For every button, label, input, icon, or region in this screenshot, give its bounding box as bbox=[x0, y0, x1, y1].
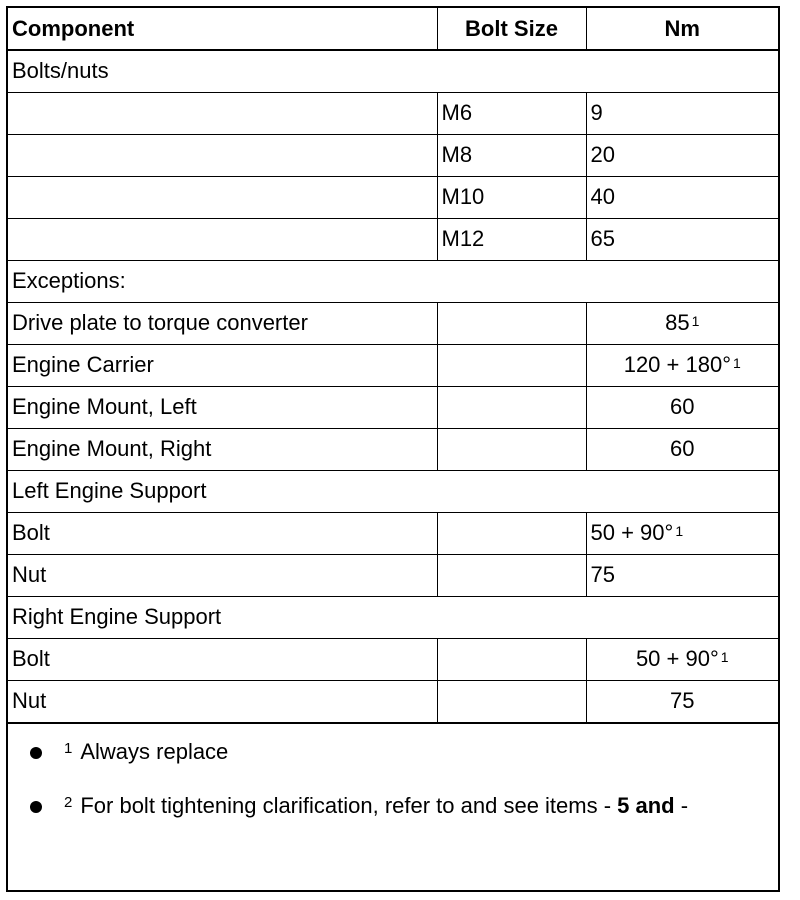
footnote-marker: 1 bbox=[733, 355, 741, 371]
component-cell: Engine Mount, Right bbox=[8, 428, 437, 470]
section-row-exceptions bbox=[8, 260, 778, 302]
footnote-marker: 1 bbox=[691, 313, 700, 329]
table-row bbox=[8, 428, 778, 470]
nm-cell: 20 bbox=[586, 134, 778, 176]
bullet-icon bbox=[30, 801, 42, 813]
component-cell: Nut bbox=[8, 680, 437, 722]
table-row bbox=[8, 344, 778, 386]
table-row bbox=[8, 92, 778, 134]
bolt-size-cell: M10 bbox=[437, 176, 586, 218]
component-cell: Engine Carrier bbox=[8, 344, 437, 386]
footnote-item bbox=[8, 792, 778, 820]
footnote-number: 2 bbox=[64, 793, 73, 811]
nm-value: 50 + 90° bbox=[590, 520, 674, 545]
section-row-left-engine-support bbox=[8, 470, 778, 512]
table-row bbox=[8, 134, 778, 176]
footnote-number: 1 bbox=[64, 739, 73, 757]
footnote-trailing: - bbox=[674, 792, 689, 818]
footnote-marker: 1 bbox=[675, 523, 684, 539]
component-cell bbox=[8, 134, 437, 176]
bolt-size-cell bbox=[437, 302, 586, 344]
nm-cell bbox=[586, 638, 778, 680]
torque-spec-table bbox=[8, 8, 778, 723]
section-bolts-nuts: Bolts/nuts bbox=[8, 50, 778, 92]
nm-cell: 60 bbox=[586, 386, 778, 428]
nm-cell: 65 bbox=[586, 218, 778, 260]
bolt-size-cell: M6 bbox=[437, 92, 586, 134]
nm-cell bbox=[586, 344, 778, 386]
bolt-size-cell bbox=[437, 554, 586, 596]
nm-cell: 75 bbox=[586, 680, 778, 722]
bolt-size-cell bbox=[437, 680, 586, 722]
nm-value: 120 + 180° bbox=[623, 352, 731, 377]
section-row-bolts-nuts bbox=[8, 50, 778, 92]
nm-cell bbox=[586, 512, 778, 554]
footnote-content: Always replace bbox=[80, 738, 229, 764]
component-cell: Engine Mount, Left bbox=[8, 386, 437, 428]
footnotes bbox=[8, 723, 778, 820]
bolt-size-cell: M8 bbox=[437, 134, 586, 176]
footnote-text bbox=[64, 792, 688, 823]
section-left-engine-support: Left Engine Support bbox=[8, 470, 778, 512]
nm-value: 50 + 90° bbox=[635, 646, 719, 671]
nm-cell: 60 bbox=[586, 428, 778, 470]
torque-spec-document bbox=[6, 6, 780, 892]
nm-cell bbox=[586, 302, 778, 344]
nm-value: 85 bbox=[665, 310, 690, 335]
table-row bbox=[8, 176, 778, 218]
table-row bbox=[8, 638, 778, 680]
table-row bbox=[8, 218, 778, 260]
footnote-content: For bolt tightening clarification, refer to and see items - bbox=[80, 792, 618, 818]
footnote-text bbox=[64, 738, 228, 769]
table-row bbox=[8, 386, 778, 428]
table-row bbox=[8, 554, 778, 596]
table-header-row bbox=[8, 8, 778, 50]
bolt-size-cell bbox=[437, 638, 586, 680]
bolt-size-cell bbox=[437, 386, 586, 428]
component-cell: Nut bbox=[8, 554, 437, 596]
component-cell: Bolt bbox=[8, 512, 437, 554]
table-row bbox=[8, 680, 778, 722]
footnote-marker: 1 bbox=[720, 649, 729, 665]
header-nm: Nm bbox=[586, 8, 778, 50]
header-component: Component bbox=[8, 8, 437, 50]
bolt-size-cell bbox=[437, 512, 586, 554]
nm-cell: 75 bbox=[586, 554, 778, 596]
component-cell bbox=[8, 218, 437, 260]
table-row bbox=[8, 512, 778, 554]
section-right-engine-support: Right Engine Support bbox=[8, 596, 778, 638]
footnote-item bbox=[8, 738, 778, 766]
component-cell bbox=[8, 92, 437, 134]
component-cell: Bolt bbox=[8, 638, 437, 680]
section-row-right-engine-support bbox=[8, 596, 778, 638]
header-bolt-size: Bolt Size bbox=[437, 8, 586, 50]
bullet-icon bbox=[30, 747, 42, 759]
section-exceptions: Exceptions: bbox=[8, 260, 778, 302]
bolt-size-cell bbox=[437, 344, 586, 386]
table-row bbox=[8, 302, 778, 344]
nm-cell: 9 bbox=[586, 92, 778, 134]
footnote-bold-reference: 5 and bbox=[617, 792, 675, 818]
nm-cell: 40 bbox=[586, 176, 778, 218]
component-cell: Drive plate to torque converter bbox=[8, 302, 437, 344]
bolt-size-cell: M12 bbox=[437, 218, 586, 260]
component-cell bbox=[8, 176, 437, 218]
bolt-size-cell bbox=[437, 428, 586, 470]
